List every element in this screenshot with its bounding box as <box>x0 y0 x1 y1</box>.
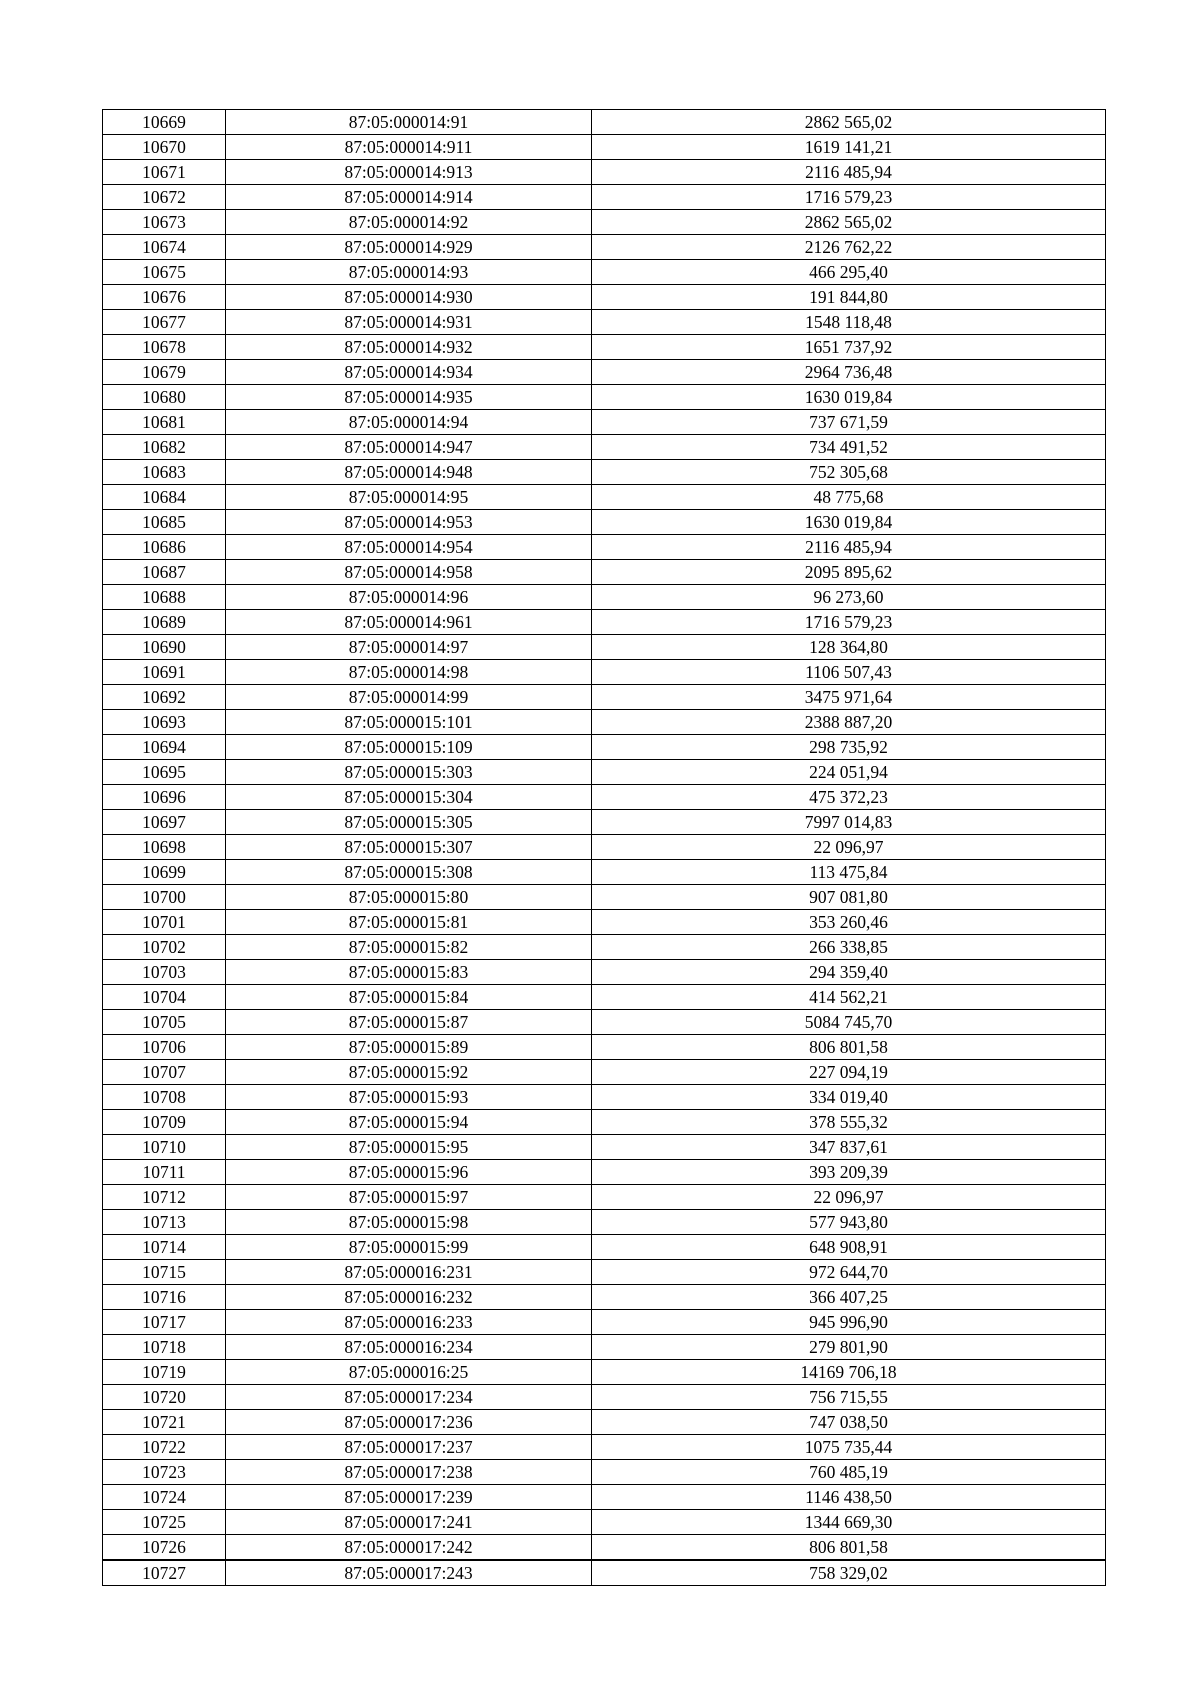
value-cell: 279 801,90 <box>592 1335 1106 1360</box>
cadastral-number-cell: 87:05:000015:96 <box>226 1160 592 1185</box>
table-row <box>103 560 1106 585</box>
value-cell: 266 338,85 <box>592 935 1106 960</box>
data-table <box>102 109 1106 1586</box>
table-row <box>103 1560 1106 1586</box>
row-number-cell: 10694 <box>103 735 226 760</box>
data-table-body <box>103 110 1106 1586</box>
row-number-cell: 10705 <box>103 1010 226 1035</box>
table-row <box>103 760 1106 785</box>
cadastral-number-cell: 87:05:000015:93 <box>226 1085 592 1110</box>
table-row <box>103 1510 1106 1535</box>
cadastral-number-cell: 87:05:000016:232 <box>226 1285 592 1310</box>
value-cell: 1106 507,43 <box>592 660 1106 685</box>
table-row <box>103 460 1106 485</box>
table-row <box>103 185 1106 210</box>
cadastral-number-cell: 87:05:000014:95 <box>226 485 592 510</box>
cadastral-number-cell: 87:05:000015:83 <box>226 960 592 985</box>
cadastral-number-cell: 87:05:000014:961 <box>226 610 592 635</box>
row-number-cell: 10690 <box>103 635 226 660</box>
row-number-cell: 10684 <box>103 485 226 510</box>
table-row <box>103 110 1106 135</box>
value-cell: 378 555,32 <box>592 1110 1106 1135</box>
cadastral-number-cell: 87:05:000015:80 <box>226 885 592 910</box>
value-cell: 2862 565,02 <box>592 110 1106 135</box>
row-number-cell: 10676 <box>103 285 226 310</box>
cadastral-number-cell: 87:05:000015:109 <box>226 735 592 760</box>
cadastral-number-cell: 87:05:000014:92 <box>226 210 592 235</box>
table-row <box>103 1135 1106 1160</box>
table-row <box>103 710 1106 735</box>
cadastral-number-cell: 87:05:000014:931 <box>226 310 592 335</box>
cadastral-number-cell: 87:05:000015:84 <box>226 985 592 1010</box>
row-number-cell: 10712 <box>103 1185 226 1210</box>
table-row <box>103 1185 1106 1210</box>
value-cell: 2095 895,62 <box>592 560 1106 585</box>
table-row <box>103 1385 1106 1410</box>
value-cell: 393 209,39 <box>592 1160 1106 1185</box>
row-number-cell: 10721 <box>103 1410 226 1435</box>
value-cell: 353 260,46 <box>592 910 1106 935</box>
cadastral-number-cell: 87:05:000015:307 <box>226 835 592 860</box>
table-row <box>103 1010 1106 1035</box>
cadastral-number-cell: 87:05:000014:913 <box>226 160 592 185</box>
row-number-cell: 10707 <box>103 1060 226 1085</box>
cadastral-number-cell: 87:05:000015:98 <box>226 1210 592 1235</box>
value-cell: 2126 762,22 <box>592 235 1106 260</box>
row-number-cell: 10685 <box>103 510 226 535</box>
row-number-cell: 10682 <box>103 435 226 460</box>
table-row <box>103 610 1106 635</box>
value-cell: 945 996,90 <box>592 1310 1106 1335</box>
value-cell: 756 715,55 <box>592 1385 1106 1410</box>
value-cell: 475 372,23 <box>592 785 1106 810</box>
cadastral-number-cell: 87:05:000015:97 <box>226 1185 592 1210</box>
row-number-cell: 10725 <box>103 1510 226 1535</box>
row-number-cell: 10692 <box>103 685 226 710</box>
row-number-cell: 10699 <box>103 860 226 885</box>
cadastral-number-cell: 87:05:000015:95 <box>226 1135 592 1160</box>
table-row <box>103 1535 1106 1561</box>
table-row <box>103 1085 1106 1110</box>
value-cell: 347 837,61 <box>592 1135 1106 1160</box>
row-number-cell: 10726 <box>103 1535 226 1561</box>
value-cell: 1630 019,84 <box>592 385 1106 410</box>
cadastral-number-cell: 87:05:000015:87 <box>226 1010 592 1035</box>
cadastral-number-cell: 87:05:000015:81 <box>226 910 592 935</box>
cadastral-number-cell: 87:05:000017:242 <box>226 1535 592 1561</box>
table-row <box>103 1360 1106 1385</box>
row-number-cell: 10717 <box>103 1310 226 1335</box>
cadastral-number-cell: 87:05:000015:305 <box>226 810 592 835</box>
row-number-cell: 10722 <box>103 1435 226 1460</box>
row-number-cell: 10677 <box>103 310 226 335</box>
value-cell: 2388 887,20 <box>592 710 1106 735</box>
cadastral-number-cell: 87:05:000015:94 <box>226 1110 592 1135</box>
cadastral-number-cell: 87:05:000016:234 <box>226 1335 592 1360</box>
row-number-cell: 10718 <box>103 1335 226 1360</box>
value-cell: 577 943,80 <box>592 1210 1106 1235</box>
table-row <box>103 835 1106 860</box>
cadastral-number-cell: 87:05:000015:99 <box>226 1235 592 1260</box>
value-cell: 334 019,40 <box>592 1085 1106 1110</box>
row-number-cell: 10680 <box>103 385 226 410</box>
cadastral-number-cell: 87:05:000015:303 <box>226 760 592 785</box>
row-number-cell: 10695 <box>103 760 226 785</box>
table-row <box>103 960 1106 985</box>
cadastral-number-cell: 87:05:000014:94 <box>226 410 592 435</box>
cadastral-number-cell: 87:05:000017:241 <box>226 1510 592 1535</box>
cadastral-number-cell: 87:05:000014:953 <box>226 510 592 535</box>
row-number-cell: 10689 <box>103 610 226 635</box>
table-row <box>103 435 1106 460</box>
table-row <box>103 1460 1106 1485</box>
table-row <box>103 885 1106 910</box>
table-row <box>103 410 1106 435</box>
table-row <box>103 1260 1106 1285</box>
row-number-cell: 10719 <box>103 1360 226 1385</box>
table-row <box>103 1235 1106 1260</box>
table-row <box>103 1285 1106 1310</box>
row-number-cell: 10683 <box>103 460 226 485</box>
cadastral-number-cell: 87:05:000017:239 <box>226 1485 592 1510</box>
row-number-cell: 10698 <box>103 835 226 860</box>
table-row <box>103 985 1106 1010</box>
row-number-cell: 10709 <box>103 1110 226 1135</box>
row-number-cell: 10669 <box>103 110 226 135</box>
row-number-cell: 10674 <box>103 235 226 260</box>
table-row <box>103 385 1106 410</box>
value-cell: 191 844,80 <box>592 285 1106 310</box>
cadastral-number-cell: 87:05:000015:304 <box>226 785 592 810</box>
row-number-cell: 10691 <box>103 660 226 685</box>
cadastral-number-cell: 87:05:000016:231 <box>226 1260 592 1285</box>
cadastral-number-cell: 87:05:000014:935 <box>226 385 592 410</box>
table-row <box>103 135 1106 160</box>
value-cell: 22 096,97 <box>592 835 1106 860</box>
cadastral-number-cell: 87:05:000017:237 <box>226 1435 592 1460</box>
table-row <box>103 535 1106 560</box>
value-cell: 113 475,84 <box>592 860 1106 885</box>
cadastral-number-cell: 87:05:000014:954 <box>226 535 592 560</box>
table-row <box>103 210 1106 235</box>
table-row <box>103 1335 1106 1360</box>
table-row <box>103 235 1106 260</box>
value-cell: 1651 737,92 <box>592 335 1106 360</box>
value-cell: 414 562,21 <box>592 985 1106 1010</box>
row-number-cell: 10672 <box>103 185 226 210</box>
row-number-cell: 10687 <box>103 560 226 585</box>
cadastral-number-cell: 87:05:000014:914 <box>226 185 592 210</box>
table-row <box>103 910 1106 935</box>
row-number-cell: 10673 <box>103 210 226 235</box>
table-row <box>103 310 1106 335</box>
table-row <box>103 1410 1106 1435</box>
value-cell: 14169 706,18 <box>592 1360 1106 1385</box>
value-cell: 2862 565,02 <box>592 210 1106 235</box>
row-number-cell: 10671 <box>103 160 226 185</box>
value-cell: 1344 669,30 <box>592 1510 1106 1535</box>
cadastral-number-cell: 87:05:000016:25 <box>226 1360 592 1385</box>
value-cell: 3475 971,64 <box>592 685 1106 710</box>
table-row <box>103 260 1106 285</box>
row-number-cell: 10723 <box>103 1460 226 1485</box>
row-number-cell: 10681 <box>103 410 226 435</box>
cadastral-number-cell: 87:05:000014:93 <box>226 260 592 285</box>
row-number-cell: 10679 <box>103 360 226 385</box>
value-cell: 224 051,94 <box>592 760 1106 785</box>
table-row <box>103 585 1106 610</box>
cadastral-number-cell: 87:05:000015:101 <box>226 710 592 735</box>
value-cell: 758 329,02 <box>592 1560 1106 1586</box>
table-row <box>103 785 1106 810</box>
table-row <box>103 860 1106 885</box>
row-number-cell: 10711 <box>103 1160 226 1185</box>
cadastral-number-cell: 87:05:000017:238 <box>226 1460 592 1485</box>
value-cell: 1630 019,84 <box>592 510 1106 535</box>
cadastral-number-cell: 87:05:000014:911 <box>226 135 592 160</box>
cadastral-number-cell: 87:05:000014:96 <box>226 585 592 610</box>
table-row <box>103 810 1106 835</box>
row-number-cell: 10693 <box>103 710 226 735</box>
cadastral-number-cell: 87:05:000014:947 <box>226 435 592 460</box>
value-cell: 294 359,40 <box>592 960 1106 985</box>
value-cell: 1716 579,23 <box>592 610 1106 635</box>
row-number-cell: 10700 <box>103 885 226 910</box>
value-cell: 5084 745,70 <box>592 1010 1106 1035</box>
value-cell: 648 908,91 <box>592 1235 1106 1260</box>
value-cell: 747 038,50 <box>592 1410 1106 1435</box>
value-cell: 2116 485,94 <box>592 535 1106 560</box>
table-row <box>103 1035 1106 1060</box>
table-row <box>103 360 1106 385</box>
table-row <box>103 1210 1106 1235</box>
row-number-cell: 10714 <box>103 1235 226 1260</box>
row-number-cell: 10686 <box>103 535 226 560</box>
table-row <box>103 335 1106 360</box>
value-cell: 752 305,68 <box>592 460 1106 485</box>
value-cell: 366 407,25 <box>592 1285 1106 1310</box>
value-cell: 760 485,19 <box>592 1460 1106 1485</box>
row-number-cell: 10713 <box>103 1210 226 1235</box>
row-number-cell: 10688 <box>103 585 226 610</box>
value-cell: 972 644,70 <box>592 1260 1106 1285</box>
table-row <box>103 1435 1106 1460</box>
table-row <box>103 160 1106 185</box>
cadastral-number-cell: 87:05:000014:929 <box>226 235 592 260</box>
table-row <box>103 685 1106 710</box>
table-row <box>103 735 1106 760</box>
value-cell: 466 295,40 <box>592 260 1106 285</box>
row-number-cell: 10710 <box>103 1135 226 1160</box>
value-cell: 1075 735,44 <box>592 1435 1106 1460</box>
table-row <box>103 1485 1106 1510</box>
cadastral-number-cell: 87:05:000014:97 <box>226 635 592 660</box>
row-number-cell: 10697 <box>103 810 226 835</box>
cadastral-number-cell: 87:05:000014:934 <box>226 360 592 385</box>
row-number-cell: 10706 <box>103 1035 226 1060</box>
row-number-cell: 10727 <box>103 1560 226 1586</box>
table-row <box>103 1060 1106 1085</box>
cadastral-number-cell: 87:05:000015:82 <box>226 935 592 960</box>
row-number-cell: 10701 <box>103 910 226 935</box>
cadastral-number-cell: 87:05:000014:91 <box>226 110 592 135</box>
cadastral-number-cell: 87:05:000017:243 <box>226 1560 592 1586</box>
table-row <box>103 1110 1106 1135</box>
row-number-cell: 10702 <box>103 935 226 960</box>
cadastral-number-cell: 87:05:000015:89 <box>226 1035 592 1060</box>
table-row <box>103 1310 1106 1335</box>
value-cell: 227 094,19 <box>592 1060 1106 1085</box>
row-number-cell: 10670 <box>103 135 226 160</box>
cadastral-number-cell: 87:05:000014:930 <box>226 285 592 310</box>
table-row <box>103 1160 1106 1185</box>
value-cell: 96 273,60 <box>592 585 1106 610</box>
cadastral-number-cell: 87:05:000014:932 <box>226 335 592 360</box>
value-cell: 7997 014,83 <box>592 810 1106 835</box>
table-row <box>103 485 1106 510</box>
row-number-cell: 10716 <box>103 1285 226 1310</box>
value-cell: 1146 438,50 <box>592 1485 1106 1510</box>
cadastral-number-cell: 87:05:000014:99 <box>226 685 592 710</box>
value-cell: 128 364,80 <box>592 635 1106 660</box>
table-row <box>103 285 1106 310</box>
table-row <box>103 935 1106 960</box>
row-number-cell: 10724 <box>103 1485 226 1510</box>
value-cell: 1619 141,21 <box>592 135 1106 160</box>
value-cell: 907 081,80 <box>592 885 1106 910</box>
table-row <box>103 660 1106 685</box>
row-number-cell: 10708 <box>103 1085 226 1110</box>
cadastral-number-cell: 87:05:000014:98 <box>226 660 592 685</box>
row-number-cell: 10696 <box>103 785 226 810</box>
cadastral-number-cell: 87:05:000015:308 <box>226 860 592 885</box>
value-cell: 737 671,59 <box>592 410 1106 435</box>
row-number-cell: 10703 <box>103 960 226 985</box>
value-cell: 22 096,97 <box>592 1185 1106 1210</box>
row-number-cell: 10715 <box>103 1260 226 1285</box>
value-cell: 2116 485,94 <box>592 160 1106 185</box>
value-cell: 298 735,92 <box>592 735 1106 760</box>
value-cell: 1548 118,48 <box>592 310 1106 335</box>
row-number-cell: 10704 <box>103 985 226 1010</box>
cadastral-number-cell: 87:05:000017:234 <box>226 1385 592 1410</box>
value-cell: 734 491,52 <box>592 435 1106 460</box>
cadastral-number-cell: 87:05:000017:236 <box>226 1410 592 1435</box>
row-number-cell: 10720 <box>103 1385 226 1410</box>
table-row <box>103 510 1106 535</box>
cadastral-number-cell: 87:05:000015:92 <box>226 1060 592 1085</box>
value-cell: 1716 579,23 <box>592 185 1106 210</box>
cadastral-number-cell: 87:05:000014:948 <box>226 460 592 485</box>
row-number-cell: 10678 <box>103 335 226 360</box>
cadastral-number-cell: 87:05:000014:958 <box>226 560 592 585</box>
value-cell: 806 801,58 <box>592 1035 1106 1060</box>
row-number-cell: 10675 <box>103 260 226 285</box>
value-cell: 48 775,68 <box>592 485 1106 510</box>
cadastral-number-cell: 87:05:000016:233 <box>226 1310 592 1335</box>
value-cell: 806 801,58 <box>592 1535 1106 1561</box>
table-row <box>103 635 1106 660</box>
value-cell: 2964 736,48 <box>592 360 1106 385</box>
